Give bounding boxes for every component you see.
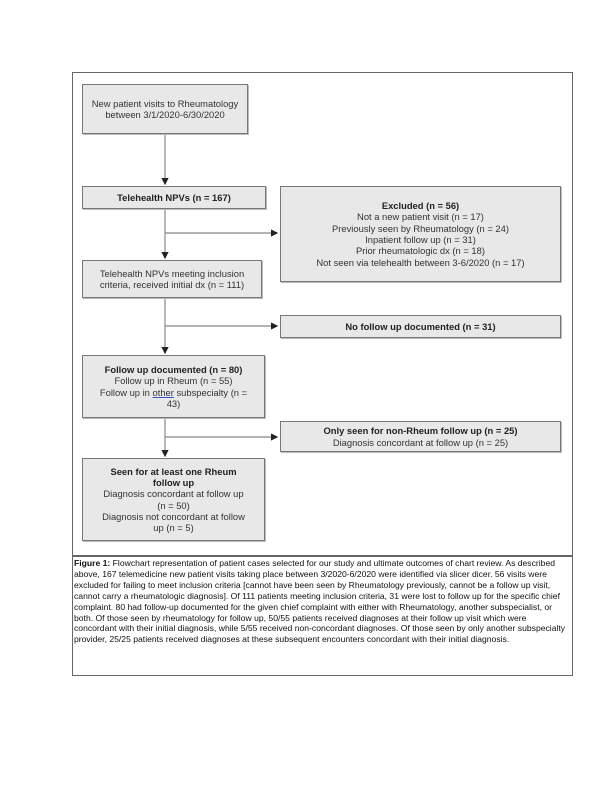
non-rheum-title: Only seen for non-Rheum follow up (n = 25) bbox=[323, 425, 518, 437]
box-rheum-follow-up bbox=[82, 458, 265, 541]
inclusion-line2: criteria, received initial dx (n = 111) bbox=[99, 279, 245, 290]
follow-up-title: Follow up documented (n = 80) bbox=[104, 363, 243, 375]
non-rheum-line1: Diagnosis concordant at follow up (n = 25) bbox=[332, 436, 509, 448]
excluded-item: Previously seen by Rheumatology (n = 24) bbox=[332, 222, 509, 234]
follow-up-line1: Follow up in Rheum (n = 55) bbox=[114, 375, 233, 387]
box-excluded bbox=[280, 186, 561, 282]
excluded-item: Not a new patient visit (n = 17) bbox=[357, 211, 484, 223]
follow-up-line2-underlined: other bbox=[152, 386, 174, 398]
box-follow-up-documented bbox=[82, 355, 265, 418]
box-new-patient-visits bbox=[82, 84, 248, 134]
box-non-rheum-follow-up bbox=[280, 421, 561, 452]
excluded-title: Excluded (n = 56) bbox=[381, 200, 460, 212]
rheum-line4: up (n = 5) bbox=[153, 522, 194, 534]
caption-text: Flowchart representation of patient cases selected for our study and ultimate outcomes of chart review. As described above, 167 telemedicine new patient visits taking place between 3/2020-6/2020 were identified via slicer dicer. 56 visits were excluded for failing to meet inclusion criteria [cannot have been seen by Rheumatology previously, cannot be a follow up visit, cannot carry a rheumatologic diagnosis]. Of 111 patients meeting inclusion criteria, 31 were lost to follow up for the specific chief complaint. 80 had follow-up documented for the given chief complaint with either with Rheumatology, another subspecialist, or both. Of those seen by rheumatology for follow up, 50/55 patients received diagnoses at their follow up visit which were concordant with their initial diagnosis, while 5/55 received non-concordant diagnoses. Of those seen by only another subspecialty provider, 25/25 patients received diagnoses at these subsequent encounters concordant with their initial diagnosis. bbox=[74, 558, 566, 645]
follow-up-line3: 43) bbox=[166, 397, 181, 409]
excluded-item: Inpatient follow up (n = 31) bbox=[365, 234, 476, 245]
follow-up-line2 bbox=[83, 387, 264, 398]
start-line2: between 3/1/2020-6/30/2020 bbox=[105, 109, 225, 120]
caption-label: Figure 1: bbox=[74, 558, 111, 568]
follow-up-line2-pre: Follow up in bbox=[99, 386, 153, 398]
follow-up-line2-post: subspecialty (n = bbox=[173, 386, 248, 398]
box-no-follow-up bbox=[280, 315, 561, 338]
rheum-line2: (n = 50) bbox=[157, 499, 190, 511]
rheum-title1: Seen for at least one Rheum bbox=[110, 465, 237, 477]
box-telehealth-npvs bbox=[82, 186, 266, 209]
rheum-line3: Diagnosis not concordant at follow bbox=[102, 510, 245, 522]
figure-caption bbox=[72, 556, 573, 676]
excluded-item: Not seen via telehealth between 3-6/2020 (n = 17) bbox=[316, 256, 525, 268]
inclusion-line1: Telehealth NPVs meeting inclusion bbox=[99, 267, 245, 279]
rheum-title2: follow up bbox=[152, 476, 195, 488]
box-inclusion-criteria bbox=[82, 260, 262, 298]
no-follow-up-title: No follow up documented (n = 31) bbox=[345, 320, 496, 332]
telehealth-title: Telehealth NPVs (n = 167) bbox=[117, 191, 231, 203]
start-line1: New patient visits to Rheumatology bbox=[91, 97, 239, 109]
rheum-line1: Diagnosis concordant at follow up bbox=[103, 488, 244, 500]
excluded-item: Prior rheumatologic dx (n = 18) bbox=[356, 245, 485, 257]
